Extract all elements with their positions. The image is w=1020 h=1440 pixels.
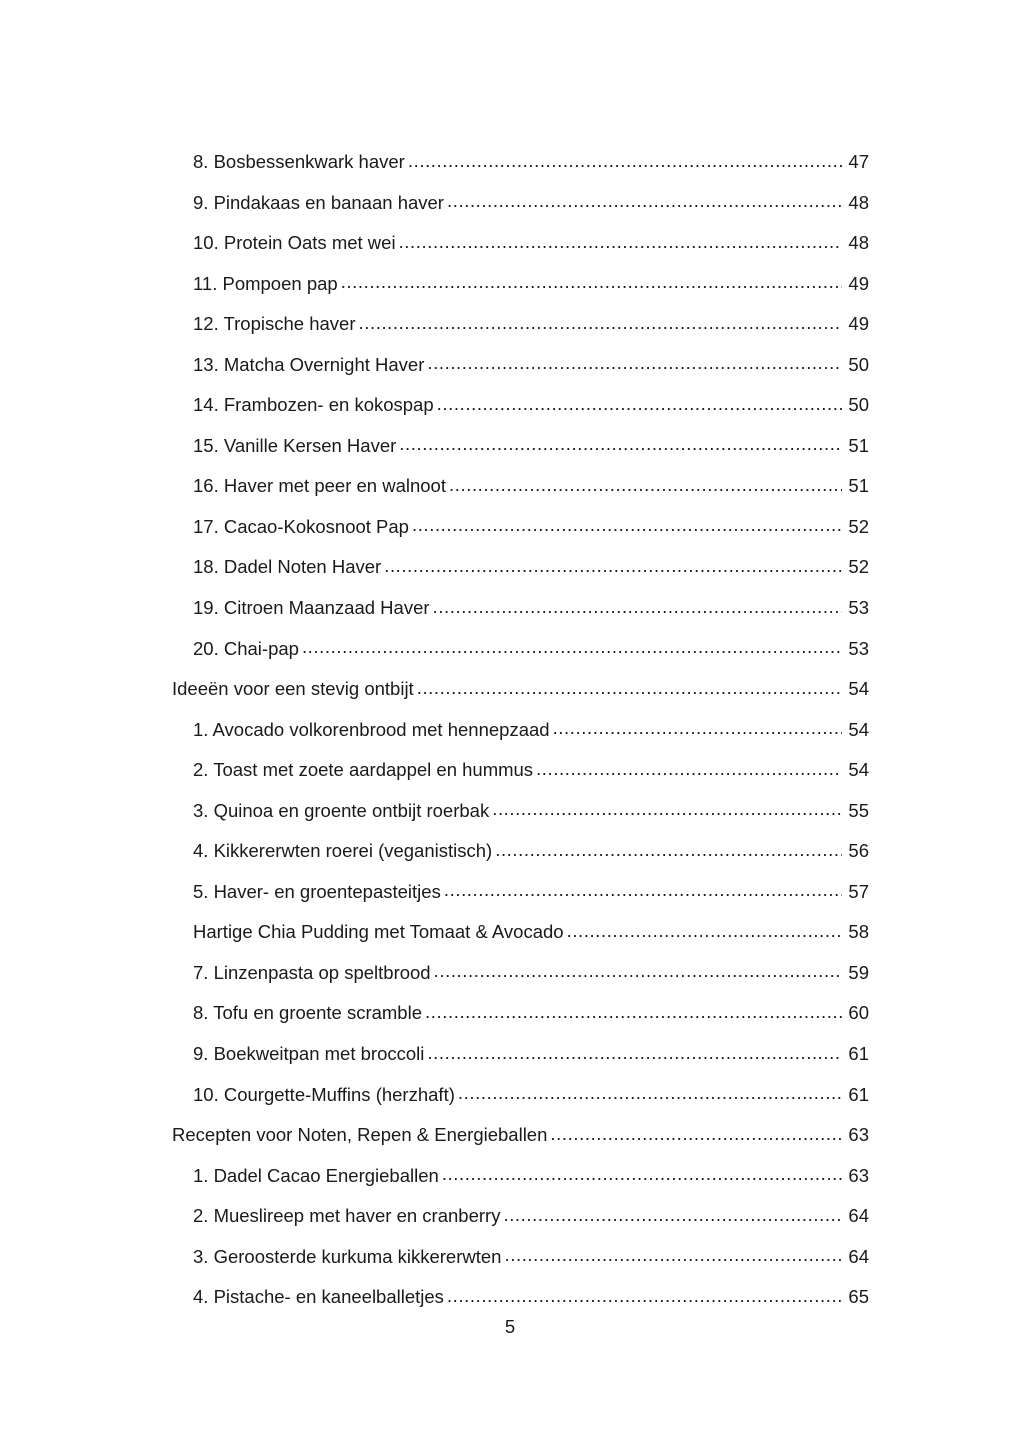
toc-entry-page-number: 55	[848, 799, 869, 821]
toc-section-entry[interactable]	[172, 1115, 869, 1156]
toc-entry-page-number: 54	[848, 678, 869, 700]
toc-entry-title: 3. Quinoa en groente ontbijt roerbak	[193, 799, 490, 821]
toc-entry-title: 10. Courgette-Muffins (herzhaft)	[193, 1083, 455, 1105]
toc-entry[interactable]	[172, 791, 869, 832]
toc-entry[interactable]	[172, 304, 869, 345]
toc-entry-title: 3. Geroosterde kurkuma kikkererwten	[193, 1245, 502, 1267]
toc-entry-title: 1. Dadel Cacao Energieballen	[193, 1164, 439, 1186]
toc-dot-leader	[302, 636, 842, 655]
toc-entry-title: Recepten voor Noten, Repen & Energieballen	[172, 1124, 548, 1146]
toc-entry-page-number: 52	[848, 556, 869, 578]
toc-dot-leader	[442, 1163, 843, 1182]
toc-entry-title: 4. Pistache- en kaneelballetjes	[193, 1286, 444, 1308]
toc-entry-page-number: 59	[848, 961, 869, 983]
toc-entry[interactable]	[172, 588, 869, 629]
toc-entry-page-number: 49	[848, 272, 869, 294]
toc-entry-page-number: 49	[848, 313, 869, 335]
toc-entry-title: 2. Mueslireep met haver en cranberry	[193, 1205, 501, 1227]
toc-entry[interactable]	[172, 426, 869, 467]
toc-entry-page-number: 48	[848, 232, 869, 254]
toc-entry-title: 4. Kikkererwten roerei (veganistisch)	[193, 840, 493, 862]
toc-dot-leader	[427, 352, 842, 371]
toc-dot-leader	[358, 312, 842, 331]
toc-entry-page-number: 58	[848, 921, 869, 943]
toc-entry-page-number: 64	[848, 1205, 869, 1227]
toc-dot-leader	[503, 1204, 842, 1223]
toc-entry[interactable]	[172, 872, 869, 913]
toc-entry-title: 18. Dadel Noten Haver	[193, 556, 382, 578]
toc-entry-page-number: 56	[848, 840, 869, 862]
toc-dot-leader	[536, 758, 842, 777]
toc-entry-page-number: 54	[848, 759, 869, 781]
toc-dot-leader	[447, 190, 842, 209]
toc-entry[interactable]	[172, 1075, 869, 1116]
toc-entry-title: 8. Bosbessenkwark haver	[193, 151, 405, 172]
toc-entry[interactable]	[172, 1277, 869, 1318]
toc-entry[interactable]	[172, 345, 869, 386]
toc-entry-page-number: 47	[848, 151, 869, 172]
toc-entry-title: 7. Linzenpasta op speltbrood	[193, 961, 431, 983]
toc-dot-leader	[495, 839, 842, 858]
toc-entry-title: 16. Haver met peer en walnoot	[193, 475, 446, 497]
toc-entry-title: 2. Toast met zoete aardappel en hummus	[193, 759, 534, 781]
toc-entry-title: Hartige Chia Pudding met Tomaat & Avocado	[193, 921, 564, 943]
toc-entry-page-number: 65	[848, 1286, 869, 1308]
toc-entry-page-number: 50	[848, 394, 869, 416]
toc-dot-leader	[341, 271, 843, 290]
toc-entry-page-number: 63	[848, 1164, 869, 1186]
toc-entry[interactable]	[172, 1034, 869, 1075]
toc-entry[interactable]	[172, 953, 869, 994]
toc-dot-leader	[567, 920, 843, 939]
toc-dot-leader	[434, 960, 843, 979]
toc-entry-page-number: 61	[848, 1043, 869, 1065]
toc-entry[interactable]	[172, 547, 869, 588]
toc-entry-title: 13. Matcha Overnight Haver	[193, 353, 425, 375]
toc-dot-leader	[553, 717, 843, 736]
toc-entry[interactable]	[172, 223, 869, 264]
toc-dot-leader	[504, 1244, 842, 1263]
toc-entry[interactable]	[172, 264, 869, 305]
toc-entry-title: Ideeën voor een stevig ontbijt	[172, 678, 414, 700]
toc-entry-title: 9. Pindakaas en banaan haver	[193, 191, 444, 213]
toc-entry-page-number: 64	[848, 1245, 869, 1267]
toc-entry[interactable]	[172, 629, 869, 670]
toc-entry[interactable]	[172, 912, 869, 953]
toc-entry[interactable]	[172, 1196, 869, 1237]
toc-entry-page-number: 53	[848, 597, 869, 619]
toc-entry-title: 5. Haver- en groentepasteitjes	[193, 880, 441, 902]
toc-dot-leader	[458, 1082, 843, 1101]
toc-entry[interactable]	[172, 466, 869, 507]
toc-dot-leader	[399, 433, 842, 452]
table-of-contents	[172, 142, 869, 1318]
toc-dot-leader	[412, 514, 842, 533]
toc-entry-page-number: 54	[848, 718, 869, 740]
toc-entry[interactable]	[172, 831, 869, 872]
toc-entry[interactable]	[172, 1156, 869, 1197]
page-number: 5	[504, 1316, 516, 1337]
toc-entry-page-number: 63	[848, 1124, 869, 1146]
toc-dot-leader	[492, 798, 842, 817]
toc-entry[interactable]	[172, 1237, 869, 1278]
toc-entry-title: 15. Vanille Kersen Haver	[193, 434, 397, 456]
toc-entry-page-number: 53	[848, 637, 869, 659]
toc-entry-title: 12. Tropische haver	[193, 313, 356, 335]
toc-dot-leader	[444, 879, 843, 898]
toc-entry[interactable]	[172, 710, 869, 751]
toc-entry-title: 11. Pompoen pap	[193, 272, 338, 294]
toc-dot-leader	[417, 677, 843, 696]
toc-entry-page-number: 60	[848, 1002, 869, 1024]
toc-dot-leader	[427, 1042, 842, 1061]
toc-entry-page-number: 57	[848, 880, 869, 902]
toc-entry-page-number: 50	[848, 353, 869, 375]
toc-entry-title: 17. Cacao-Kokosnoot Pap	[193, 515, 409, 537]
toc-entry-title: 20. Chai-pap	[193, 637, 299, 659]
toc-entry-page-number: 51	[848, 434, 869, 456]
toc-dot-leader	[433, 596, 843, 615]
toc-dot-leader	[408, 150, 843, 169]
toc-entry[interactable]	[172, 507, 869, 548]
toc-entry[interactable]	[172, 385, 869, 426]
toc-entry-page-number: 48	[848, 191, 869, 213]
toc-entry-title: 1. Avocado volkorenbrood met hennepzaad	[193, 718, 550, 740]
toc-entry-page-number: 51	[848, 475, 869, 497]
toc-dot-leader	[449, 474, 842, 493]
toc-dot-leader	[425, 1001, 842, 1020]
toc-dot-leader	[437, 393, 843, 412]
toc-section-entry[interactable]	[172, 669, 869, 710]
toc-entry[interactable]	[172, 750, 869, 791]
toc-entry[interactable]	[172, 183, 869, 224]
toc-entry-title: 14. Frambozen- en kokospap	[193, 394, 434, 416]
toc-entry[interactable]	[172, 993, 869, 1034]
toc-dot-leader	[384, 555, 842, 574]
toc-entry-page-number: 61	[848, 1083, 869, 1105]
toc-entry-title: 8. Tofu en groente scramble	[193, 1002, 422, 1024]
toc-entry-title: 10. Protein Oats met wei	[193, 232, 396, 254]
toc-dot-leader	[399, 231, 843, 250]
toc-dot-leader	[447, 1285, 842, 1304]
toc-entry-title: 9. Boekweitpan met broccoli	[193, 1043, 425, 1065]
toc-entry[interactable]	[172, 142, 869, 183]
toc-entry-title: 19. Citroen Maanzaad Haver	[193, 597, 430, 619]
toc-dot-leader	[550, 1123, 842, 1142]
toc-entry-page-number: 52	[848, 515, 869, 537]
